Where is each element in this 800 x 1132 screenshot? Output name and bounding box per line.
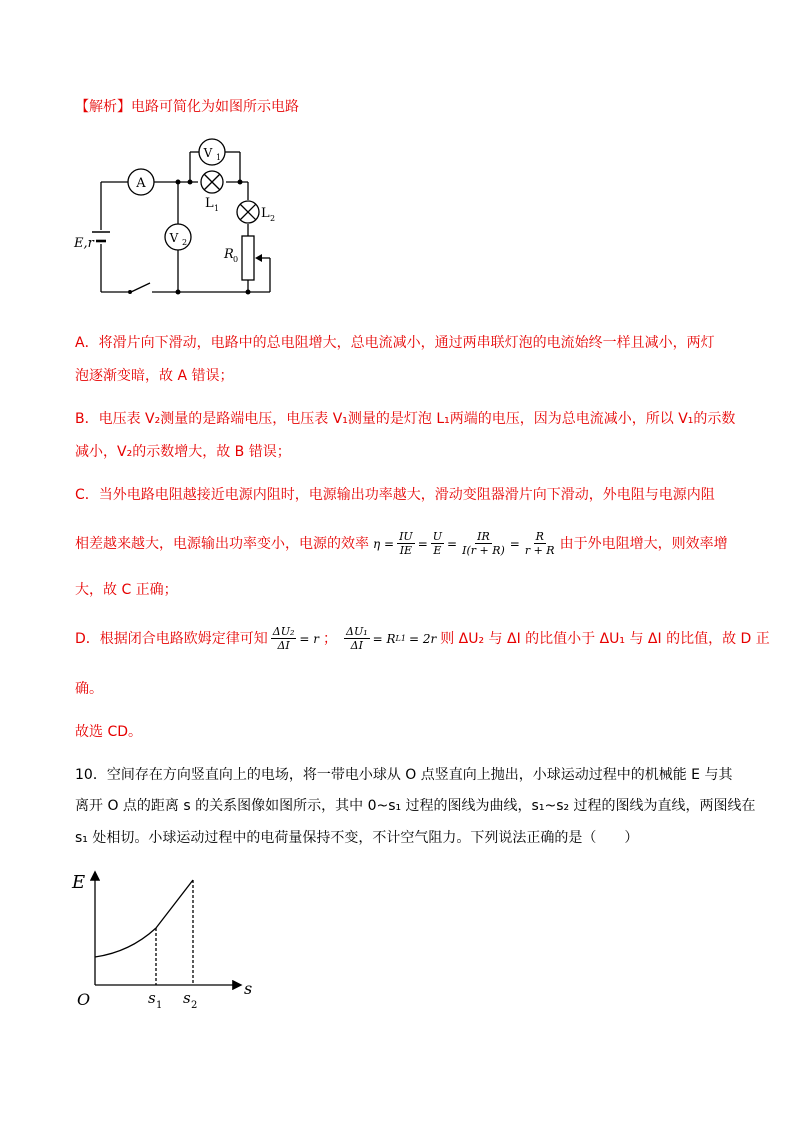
origin-label: O <box>77 990 91 1009</box>
option-d-post: 则 ΔU₂ 与 ΔI 的比值小于 ΔU₁ 与 ΔI 的比值，故 D 正 <box>440 630 770 647</box>
frac-num: ΔU₁ <box>346 625 368 638</box>
r0-label: R <box>224 247 234 262</box>
y-axis-label: E <box>72 872 86 893</box>
l2-label: L <box>261 206 270 221</box>
formula-d-rhs1: = r <box>299 631 320 646</box>
l1-label: L <box>205 196 214 211</box>
option-a-line2: 泡逐渐变暗，故 A 错误； <box>75 368 234 384</box>
option-b-line1: B．电压表 V₂测量的是路端电压，电压表 V₁测量的是灯泡 L₁两端的电压，因为总电流减小，所以 V₁的示数 <box>75 411 736 427</box>
analysis-intro: 电路可简化为如图所示电路 <box>131 99 299 115</box>
frac-den: r + R <box>524 544 555 557</box>
formula-eta: η = <box>373 536 395 551</box>
frac-den: E <box>433 544 442 557</box>
frac-den: ΔI <box>350 639 363 652</box>
v2-label: V <box>169 231 179 245</box>
fraction-du2-di <box>271 625 297 652</box>
option-b-line2: 减小，V₂的示数增大，故 B 错误； <box>75 444 291 460</box>
analysis-heading <box>75 97 299 117</box>
s2-label: s <box>183 989 191 1007</box>
frac-num: R <box>535 530 544 543</box>
formula-d-tail: = 2r <box>408 631 437 646</box>
formula-d-rhs2: = R <box>372 631 396 646</box>
x-axis-label: s <box>244 979 253 998</box>
v2-sub: 2 <box>182 238 188 247</box>
frac-den: I(r + R) <box>462 544 505 557</box>
equals-sign: = <box>509 536 520 551</box>
analysis-tag: 【解析】 <box>75 99 131 115</box>
l2-sub: 2 <box>270 214 276 223</box>
l1-sub: 1 <box>214 204 220 213</box>
option-d-line1 <box>75 625 770 652</box>
ammeter-label: A <box>136 176 146 191</box>
option-d-line2: 确。 <box>75 681 103 697</box>
frac-num: ΔU₂ <box>272 625 295 638</box>
frac-den: ΔI <box>277 639 290 652</box>
frac-num: IU <box>399 530 413 543</box>
fraction-r <box>523 530 557 557</box>
frac-den: IE <box>399 544 413 557</box>
option-c-line1: C．当外电路电阻越接近电源内阻时，电源输出功率越大，滑动变阻器滑片向下滑动，外电阻与电源内阻 <box>75 487 715 503</box>
curve-segment <box>95 928 156 957</box>
option-d-pre: D．根据闭合电路欧姆定律可知 <box>75 630 268 647</box>
equals-sign: = <box>417 536 428 551</box>
question-line2: 离开 O 点的距离 s 的关系图像如图所示，其中 0~s₁ 过程的图线为曲线，s₁~s₂ 过程的图线为直线，两图线在 <box>75 798 756 814</box>
option-c-line2-pre: 相差越来越大，电源输出功率变小，电源的效率 <box>75 535 369 552</box>
equals-sign: = <box>447 536 458 551</box>
v1-label: V <box>203 146 213 160</box>
fraction-du1-di <box>344 625 370 652</box>
option-c-line3: 大，故 C 正确； <box>75 582 178 598</box>
s1-label: s <box>148 989 156 1007</box>
s2-sub: 2 <box>191 1000 198 1011</box>
energy-distance-graph <box>60 860 280 1020</box>
question-line3: s₁ 处相切。小球运动过程中的电荷量保持不变，不计空气阻力。下列说法正确的是（ ） <box>75 830 639 846</box>
straight-segment <box>156 880 193 928</box>
fraction-iu-ie <box>397 530 415 557</box>
r0-sub: 0 <box>233 255 239 264</box>
formula-d-rhs2-sub: L1 <box>395 634 406 643</box>
circuit-diagram <box>60 135 300 305</box>
fraction-ir <box>460 530 507 557</box>
question-line1: 10．空间存在方向竖直向上的电场，将一带电小球从 O 点竖直向上抛出，小球运动过程中的机械能 E 与其 <box>75 767 733 783</box>
fraction-u-e <box>431 530 444 557</box>
source-label: E,r <box>74 236 94 251</box>
s1-sub: 1 <box>156 1000 163 1011</box>
answer-line: 故选 CD。 <box>75 724 143 740</box>
frac-num: IR <box>477 530 490 543</box>
option-c-line2 <box>75 530 728 557</box>
option-d-sep: ； <box>323 630 338 647</box>
frac-num: U <box>432 530 443 543</box>
option-a-line1: A．将滑片向下滑动，电路中的总电阻增大，总电流减小，通过两串联灯泡的电流始终一样且减小，两灯 <box>75 335 715 351</box>
option-c-line2-post: 由于外电阻增大，则效率增 <box>559 535 728 552</box>
v1-sub: 1 <box>216 153 222 162</box>
